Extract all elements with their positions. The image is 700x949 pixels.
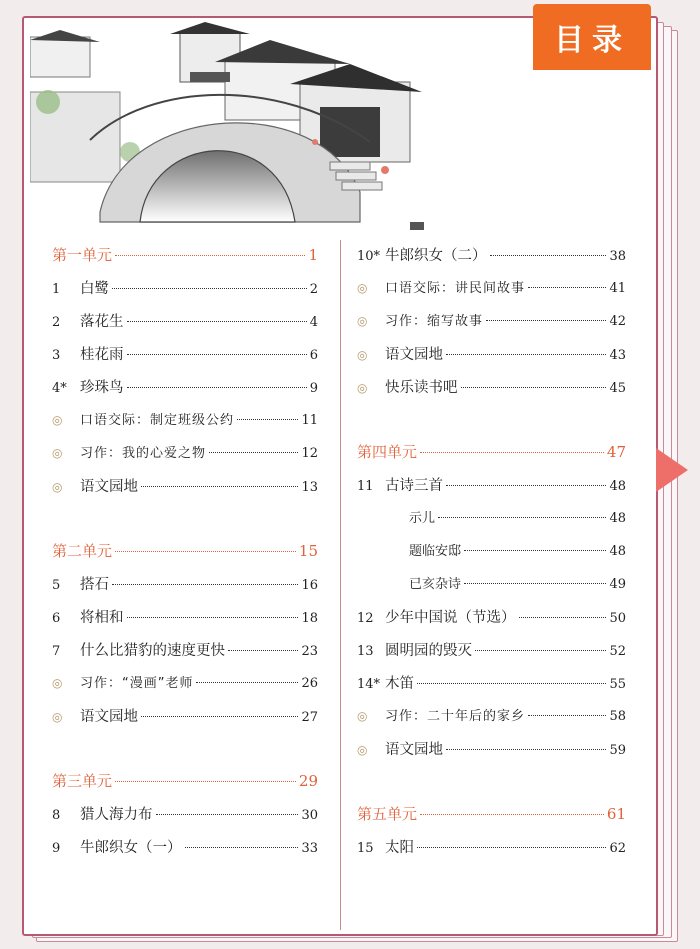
toc-unit-heading[interactable] <box>52 770 318 803</box>
toc-subitem[interactable] <box>357 507 626 540</box>
dot-leader <box>115 781 296 782</box>
toc-subitem[interactable] <box>357 540 626 573</box>
toc-item[interactable] <box>357 244 626 277</box>
lesson-number: 3 <box>52 348 61 363</box>
dot-leader <box>446 749 606 750</box>
toc-item[interactable] <box>52 705 318 738</box>
toc-label: 将相和 <box>80 610 124 626</box>
toc-item[interactable] <box>357 705 626 738</box>
toc-item[interactable] <box>52 310 318 343</box>
toc-label: 口语交际：讲民间故事 <box>385 281 526 296</box>
lesson-number: 15 <box>357 841 374 856</box>
circle-bullet-icon: ◎ <box>357 281 368 295</box>
dot-leader <box>446 485 606 486</box>
toc-item[interactable] <box>52 409 318 442</box>
page-number: 9 <box>309 381 318 396</box>
page-number: 55 <box>609 677 626 692</box>
toc-label: 第二单元 <box>52 542 113 560</box>
toc-label: 第一单元 <box>52 246 113 264</box>
page-number: 27 <box>301 710 318 725</box>
dot-leader <box>115 255 305 256</box>
toc-label: 示儿 <box>409 511 436 526</box>
dot-leader <box>519 617 607 618</box>
circle-bullet-icon: ◎ <box>357 348 368 362</box>
toc-item[interactable] <box>357 277 626 310</box>
toc-unit-heading[interactable] <box>52 540 318 573</box>
page-number: 50 <box>609 611 626 626</box>
page-number: 33 <box>301 841 318 856</box>
page-number: 62 <box>609 841 626 856</box>
toc-item[interactable] <box>357 474 626 507</box>
toc-label: 落花生 <box>80 314 124 330</box>
page-number: 13 <box>301 480 318 495</box>
toc-item[interactable] <box>357 376 626 409</box>
toc-item[interactable] <box>357 738 626 771</box>
toc-subitem[interactable] <box>357 573 626 606</box>
circle-bullet-icon: ◎ <box>52 676 63 690</box>
toc-unit-heading[interactable] <box>357 803 626 836</box>
dot-leader <box>196 682 298 683</box>
page-number: 45 <box>609 381 626 396</box>
dot-leader <box>237 419 298 420</box>
lesson-number: 9 <box>52 841 61 856</box>
toc-item[interactable] <box>52 277 318 310</box>
page-number: 2 <box>309 282 318 297</box>
toc-item[interactable] <box>52 606 318 639</box>
contents-banner <box>533 4 651 70</box>
dot-leader <box>127 617 299 618</box>
toc-label: 桂花雨 <box>80 347 124 363</box>
circle-bullet-icon: ◎ <box>52 446 63 460</box>
page-number: 11 <box>301 413 318 428</box>
toc-unit-heading[interactable] <box>357 441 626 474</box>
toc-item[interactable] <box>357 606 626 639</box>
lesson-number: 6 <box>52 611 61 626</box>
lesson-number: 4* <box>52 381 67 396</box>
toc-item[interactable] <box>52 836 318 869</box>
toc-label: 古诗三首 <box>385 478 443 494</box>
page-number: 30 <box>301 808 318 823</box>
toc-label: 圆明园的毁灭 <box>385 643 472 659</box>
toc-label: 太阳 <box>385 840 414 856</box>
page-number: 42 <box>609 314 626 329</box>
dot-leader <box>420 452 604 453</box>
column-divider <box>340 240 341 930</box>
toc-item[interactable] <box>52 639 318 672</box>
toc-label: 习作：我的心爱之物 <box>80 446 207 461</box>
toc-label: 什么比猎豹的速度更快 <box>80 643 225 659</box>
toc-label: 习作：“漫画”老师 <box>80 676 194 691</box>
toc-item[interactable] <box>357 639 626 672</box>
dot-leader <box>486 320 606 321</box>
page-number: 6 <box>309 348 318 363</box>
dot-leader <box>156 814 299 815</box>
toc-label: 口语交际：制定班级公约 <box>80 413 235 428</box>
page-number: 48 <box>609 511 626 526</box>
dot-leader <box>127 321 307 322</box>
dot-leader <box>209 452 298 453</box>
toc-label: 木笛 <box>385 676 414 692</box>
dot-leader <box>112 288 307 289</box>
dot-leader <box>528 715 606 716</box>
toc-item[interactable] <box>357 343 626 376</box>
lesson-number: 7 <box>52 644 61 659</box>
dot-leader <box>464 550 606 551</box>
lesson-number: 5 <box>52 578 61 593</box>
page-number: 15 <box>298 542 318 560</box>
toc-right-column <box>357 244 626 869</box>
toc-label: 习作：缩写故事 <box>385 314 484 329</box>
page-number: 41 <box>609 281 626 296</box>
lesson-number: 14* <box>357 677 381 692</box>
bridge-illustration <box>30 22 430 232</box>
dot-leader <box>461 387 607 388</box>
page-number: 61 <box>606 805 626 823</box>
section-gap <box>357 771 626 803</box>
lesson-number: 10* <box>357 249 381 264</box>
page-number: 47 <box>606 443 626 461</box>
toc-unit-heading[interactable] <box>52 244 318 277</box>
toc-label: 牛郎织女（二） <box>385 248 487 264</box>
dot-leader <box>464 583 606 584</box>
toc-label: 第四单元 <box>357 443 418 461</box>
lesson-number: 1 <box>52 282 61 297</box>
toc-label: 珍珠鸟 <box>80 380 124 396</box>
lesson-number: 2 <box>52 315 61 330</box>
page-number: 4 <box>309 315 318 330</box>
page-number: 59 <box>609 743 626 758</box>
dot-leader <box>185 847 299 848</box>
lesson-number: 11 <box>357 479 374 494</box>
toc-label: 语文园地 <box>385 347 443 363</box>
lesson-number: 13 <box>357 644 374 659</box>
page-tab-marker <box>656 448 688 492</box>
toc-item[interactable] <box>52 672 318 705</box>
toc-label: 已亥杂诗 <box>409 577 462 592</box>
section-gap <box>52 508 318 540</box>
dot-leader <box>438 517 606 518</box>
toc-label: 快乐读书吧 <box>385 380 458 396</box>
section-gap <box>357 409 626 441</box>
dot-leader <box>228 650 298 651</box>
toc-item[interactable] <box>52 573 318 606</box>
dot-leader <box>475 650 606 651</box>
page-number: 49 <box>609 577 626 592</box>
dot-leader <box>528 287 606 288</box>
toc-label: 搭石 <box>80 577 109 593</box>
lesson-number: 8 <box>52 808 61 823</box>
toc-label: 白鹭 <box>80 281 109 297</box>
dot-leader <box>417 847 606 848</box>
page-number: 48 <box>609 544 626 559</box>
circle-bullet-icon: ◎ <box>52 480 63 494</box>
circle-bullet-icon: ◎ <box>357 381 368 395</box>
dot-leader <box>127 354 307 355</box>
toc-item[interactable] <box>357 672 626 705</box>
page-number: 23 <box>301 644 318 659</box>
lesson-number: 12 <box>357 611 374 626</box>
page-title: 目录 <box>554 23 630 58</box>
toc-label: 语文园地 <box>385 742 443 758</box>
toc-item[interactable] <box>357 836 626 869</box>
dot-leader <box>112 584 298 585</box>
toc-label: 第三单元 <box>52 772 113 790</box>
page-number: 16 <box>301 578 318 593</box>
circle-bullet-icon: ◎ <box>52 710 63 724</box>
toc-label: 习作：二十年后的家乡 <box>385 709 526 724</box>
toc-item[interactable] <box>52 376 318 409</box>
dot-leader <box>141 486 298 487</box>
toc-label: 题临安邸 <box>409 544 462 559</box>
page-number: 26 <box>301 676 318 691</box>
dot-leader <box>127 387 307 388</box>
page-number: 43 <box>609 348 626 363</box>
section-gap <box>52 738 318 770</box>
toc-label: 语文园地 <box>80 479 138 495</box>
toc-label: 牛郎织女（一） <box>80 840 182 856</box>
toc-label: 第五单元 <box>357 805 418 823</box>
circle-bullet-icon: ◎ <box>357 314 368 328</box>
dot-leader <box>417 683 606 684</box>
page-number: 38 <box>609 249 626 264</box>
toc-item[interactable] <box>52 442 318 475</box>
dot-leader <box>141 716 298 717</box>
page-number: 18 <box>301 611 318 626</box>
dot-leader <box>115 551 296 552</box>
toc-item[interactable] <box>357 310 626 343</box>
toc-label: 少年中国说（节选） <box>385 610 516 626</box>
page-number: 48 <box>609 479 626 494</box>
page-number: 1 <box>308 246 318 264</box>
dot-leader <box>446 354 606 355</box>
toc-item[interactable] <box>52 803 318 836</box>
page-number: 52 <box>609 644 626 659</box>
toc-label: 猎人海力布 <box>80 807 153 823</box>
toc-item[interactable] <box>52 343 318 376</box>
page-number: 29 <box>298 772 318 790</box>
circle-bullet-icon: ◎ <box>357 743 368 757</box>
toc-left-column <box>52 244 318 869</box>
toc-item[interactable] <box>52 475 318 508</box>
page-number: 12 <box>301 446 318 461</box>
dot-leader <box>420 814 604 815</box>
page-number: 58 <box>609 709 626 724</box>
circle-bullet-icon: ◎ <box>357 709 368 723</box>
circle-bullet-icon: ◎ <box>52 413 63 427</box>
toc-label: 语文园地 <box>80 709 138 725</box>
dot-leader <box>490 255 607 256</box>
